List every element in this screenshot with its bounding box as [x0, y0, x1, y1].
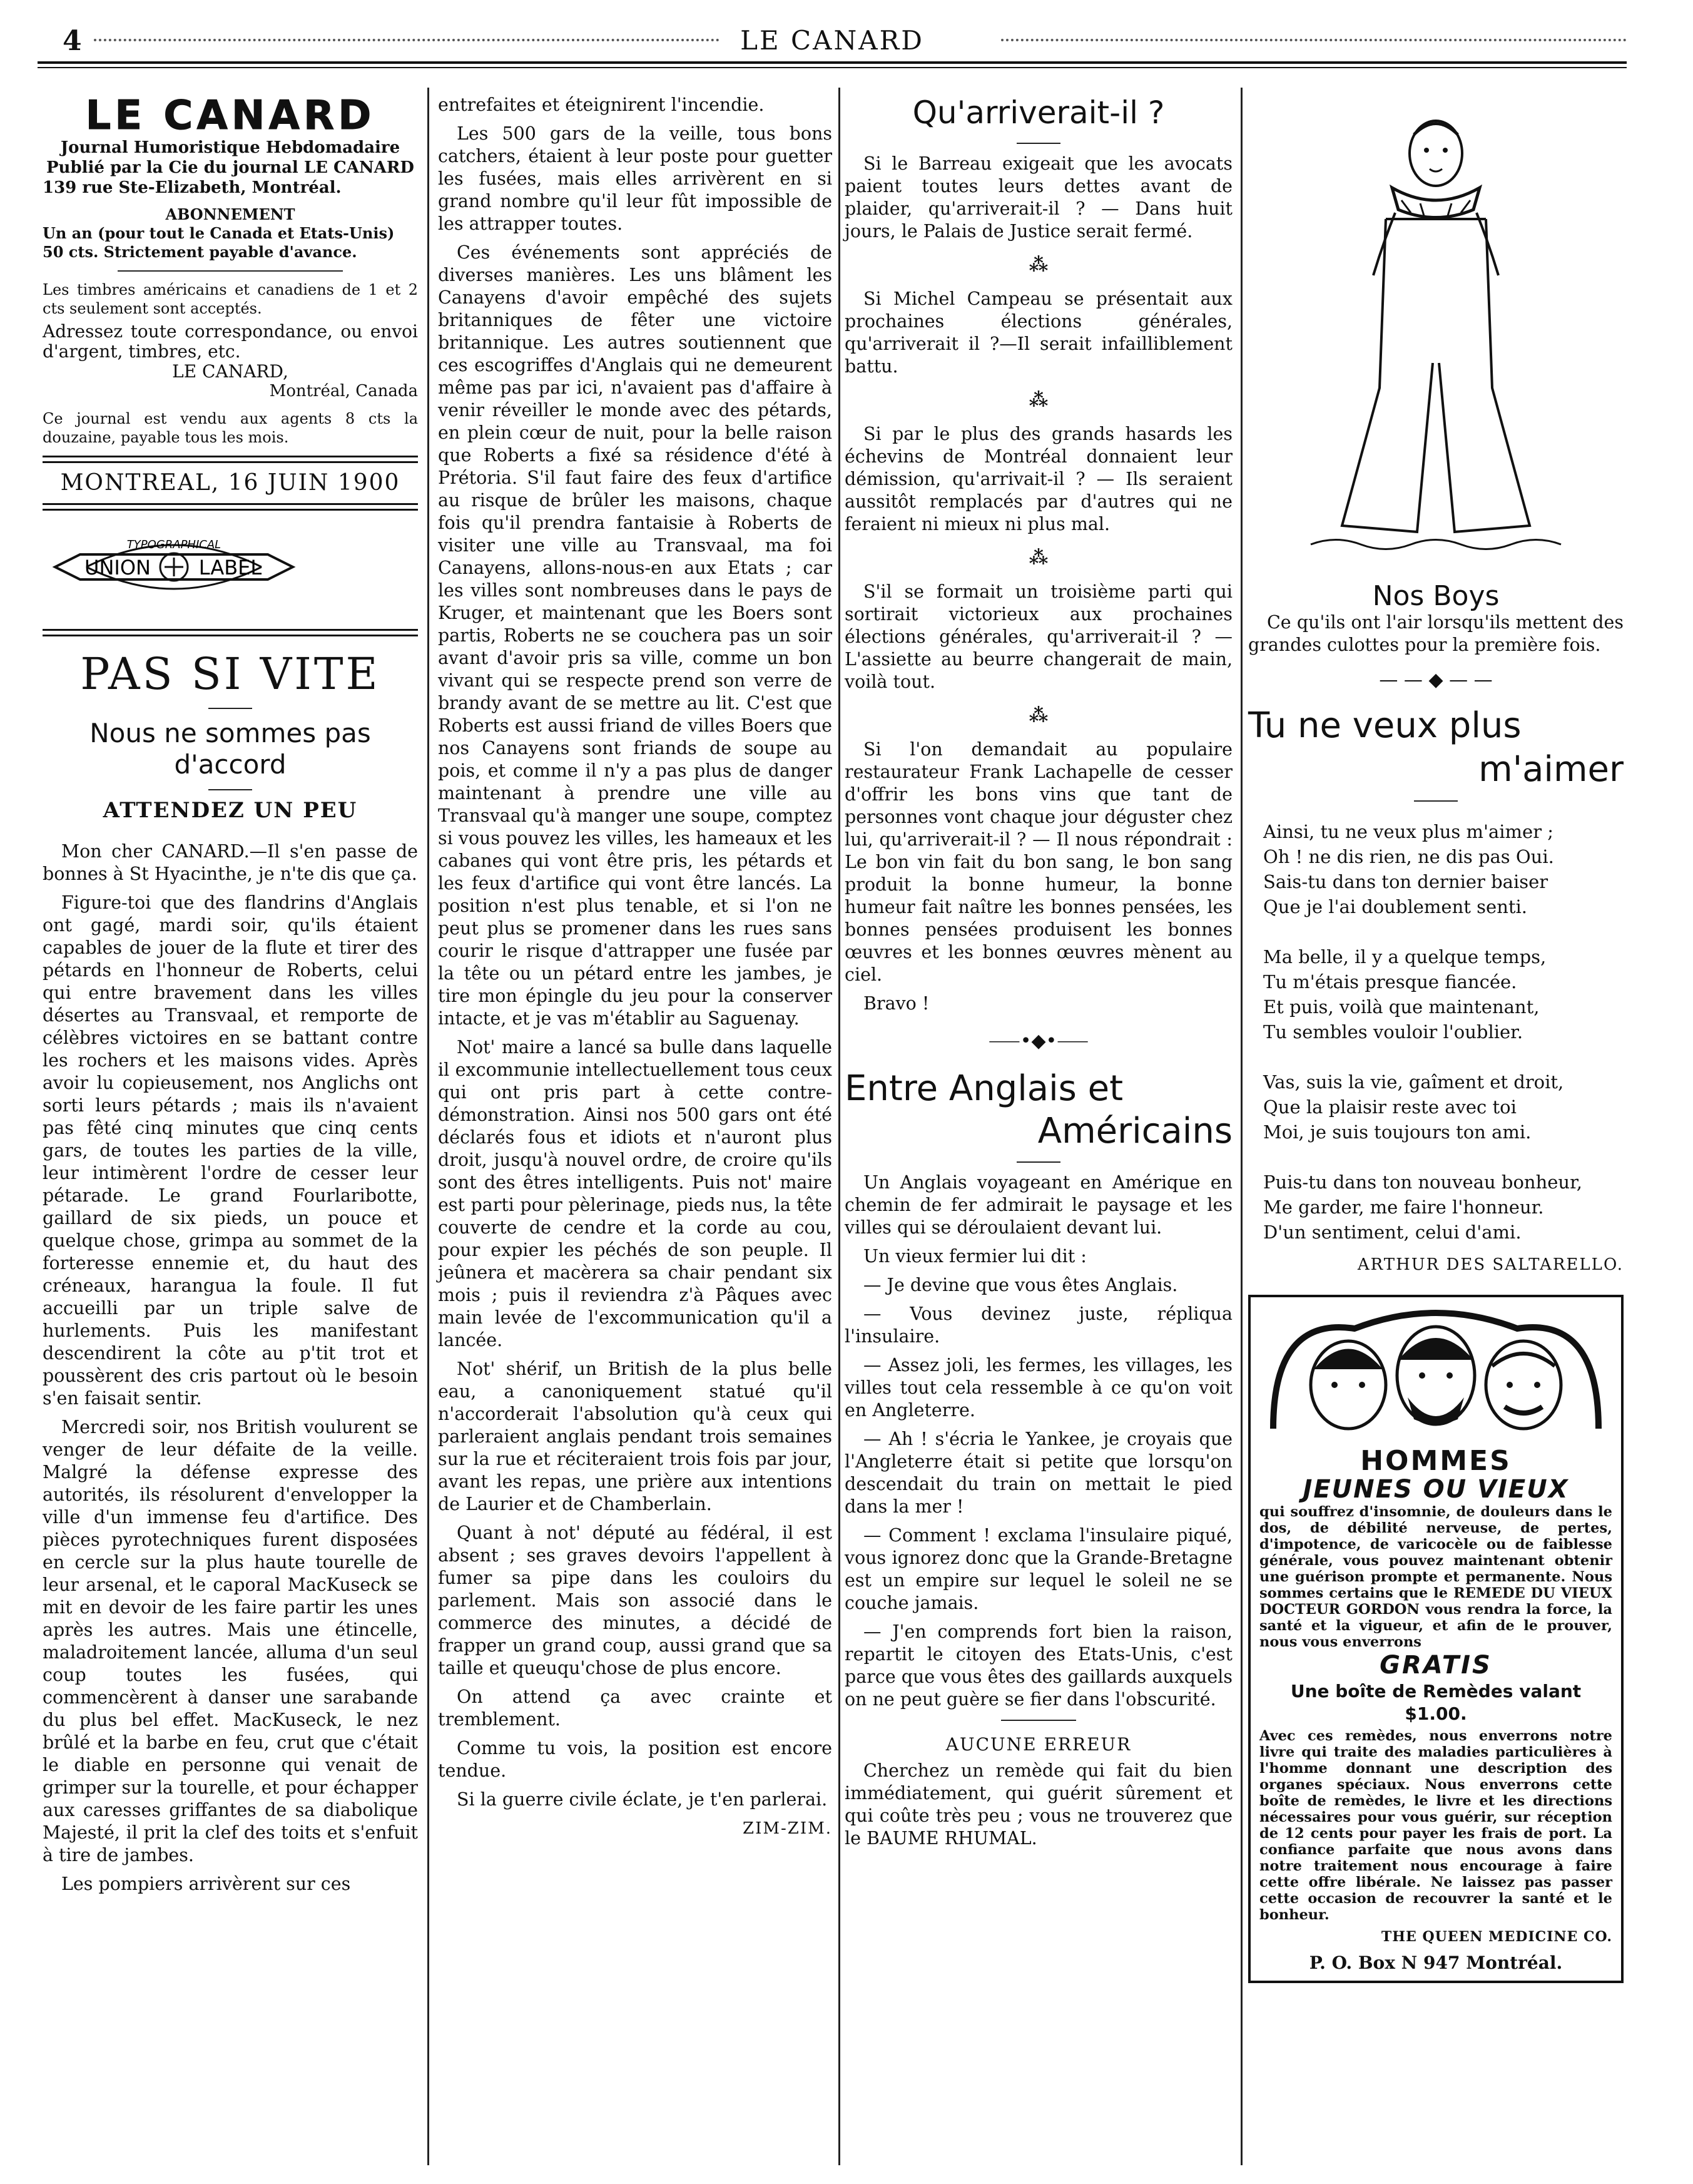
header-rule: [38, 61, 1627, 68]
poem-line: Sais-tu dans ton dernier baiser: [1263, 871, 1548, 892]
headline-aucune-erreur: AUCUNE ERREUR: [945, 1734, 1132, 1755]
poem-line: Ainsi, tu ne veux plus m'aimer ;: [1263, 821, 1554, 842]
article-paragraph: Mercredi soir, nos British voulurent se venger de leur défaite de la veille. Malgré la défense expresse des autorités, ils résolurent d'envelopper la ville d'un immense feu d'artifice. Des pièces pyrotechniques furent disposées en cercle sur la plus haute tourelle de leur arsenal, et le caporal MacKuseck se mit en devoir de les faire partir les unes après les autres. Mais une étincelle, maladroitement lancée, alluma d'un seul coup toutes les fusées, qui commencèrent à danser une sarabande du plus bel effet. MacKuseck, le nez brûlé et la barbe en feu, crut que c'était le diable en personne qui venait de grimper sur la tourelle, et pour échapper aux caresses griffantes de sa diabolique Majesté, il prit la clef des toits et s'enfuit à tire de jambes.: [43, 1417, 418, 1865]
asterism: ⁂: [1029, 254, 1049, 276]
asterism: ⁂: [1029, 705, 1049, 727]
article-paragraph: entrefaites et éteignirent l'incendie.: [438, 94, 765, 115]
label-right-text: LABEL: [198, 556, 262, 579]
poem-title: [1248, 704, 1624, 792]
abonnement-line-2: 50 cts. Strictement payable d'avance.: [43, 243, 357, 261]
address-line-2: Montréal, Canada: [269, 382, 418, 401]
adressez-notice: Adressez toute correspondance, ou envoi d'argent, timbres, etc.: [43, 321, 418, 362]
label-top-text: TYPOGRAPHICAL: [126, 538, 221, 551]
union-label-logo: [43, 529, 305, 605]
divider: [208, 708, 252, 709]
ad-company: THE QUEEN MEDICINE CO.: [1381, 1929, 1612, 1945]
ad-offer: Une boîte de Remèdes valant $1.00.: [1290, 1681, 1582, 1724]
poem-line: Oh ! ne dis rien, ne dis pas Oui.: [1263, 846, 1554, 867]
article-paragraph: Mon cher CANARD.—Il s'en passe de bonnes à St Hyacinthe, je n'te dis que ça.: [43, 841, 418, 884]
poem-line: Et puis, voilà que maintenant,: [1263, 996, 1540, 1018]
abonnement-title: ABONNEMENT: [165, 205, 295, 223]
caption-title: Nos Boys: [1372, 580, 1500, 612]
article-paragraph: Si Michel Campeau se présentait aux prochaines élections générales, qu'arriverait il ?—Il serait infailliblement battu.: [845, 288, 1233, 377]
article-paragraph: Ces événements sont appréciés de diverses manières. Les uns blâment les Canayens d'avoir empêché des sujets britanniques de fêter une victoire britannique. Les autres soutiennent que ces escogriffes d'Anglais qui ne demeurent même pas par ici, n'avaient pas d'affaire à venir réveiller le monde avec des pétards, en plein cœur de nuit, pour la belle raison que Roberts a fixé sa résidence d'été à Prétoria. S'il faut faire des feux d'artifice au risque de brûler les maisons, chaque fois qu'il prendra fantaisie à Roberts de visiter une ville au Transvaal, ma foi Canayens, allons-nous-en aux Etats ; car les villes sont nombreuses dans le pays de Kruger, et maintenant que les Boers sont partis, Roberts ne se couchera pas un soir avant d'avoir pris sa ville, comme un bon vivant qui se respecte prend son verre de brandy avant de se mettre au lit. C'est que Roberts est aussi friand de villes Boers que nos Canayens sont friands de soupe au pois, et comme il n'y a pas plus de danger maintenant à prendre une ville au Transvaal qu'à manger une soupe, comptez si vous pouvez les villes, les hameaux et les cabanes qui vont être pris, les pétards et les feux d'artifice qui vont être lancés. La position n'est plus tenable, et si l'on ne peut plus se promener dans les rues sans courir le risque d'attrapper une fusée par la tête ou un pétard entre les jambes, je tire mon épingle du jeu pour la conserver intacte, et je vas m'établir au Saguenay.: [438, 242, 832, 1029]
ad-headline-jeunes: JEUNES OU VIEUX: [1303, 1475, 1569, 1504]
dateline: MONTREAL, 16 JUIN 1900: [60, 470, 400, 496]
ad-text-2: Avec ces remèdes, nous enverrons notre livre qui traite des maladies particulières à l'homme donnant une description des organes spéciaux. Nous enverrons cette boîte de remèdes, le livre et les directions nécessaires pour vous guérir, sur réception de 12 cents pour payer les frais de port. La confiance parfaite que nous avons dans notre traitement nous encourage à faire cette offre libérale. Ne laissez pas passer cette occasion de recouvrer la santé et le bonheur.: [1259, 1728, 1612, 1923]
running-header: [38, 25, 1627, 63]
poem-line: Me garder, me faire l'honneur.: [1263, 1197, 1544, 1218]
advertisement-queen-medicine: [1248, 1295, 1624, 1983]
column-rule: [1241, 88, 1243, 2165]
advert-paragraph: Cherchez un remède qui fait du bien immédiatement, qui guérit sûrement et qui coûte très peu ; vous ne trouverez que le BAUME RHUMAL.: [845, 1760, 1233, 1849]
divider: [118, 270, 343, 272]
divider: [1017, 1161, 1060, 1163]
publisher-line: Publié par la Cie du journal LE CANARD: [46, 158, 414, 177]
article-paragraph: Un Anglais voyageant en Amérique en chemin de fer admirait le paysage et les villes qui se déroulaient devant lui.: [845, 1172, 1233, 1238]
running-title: LE CANARD: [740, 25, 924, 56]
three-men-portrait-illustration: [1261, 1304, 1611, 1447]
poem-stanza: [1263, 944, 1624, 1044]
headline-line-1: Entre Anglais et: [845, 1068, 1124, 1109]
article-paragraph: — Ah ! s'écria le Yankee, je croyais que l'Angleterre était si petite que lorsqu'on descendait du train on mettait le pied dans la mer !: [845, 1429, 1233, 1517]
article-paragraph: — Comment ! exclama l'insulaire piqué, vous ignorez donc que la Grande-Bretagne est un empire sur lequel le soleil ne se couche jamais.: [845, 1525, 1233, 1613]
double-rule: [43, 456, 418, 463]
column-4: [1248, 94, 1624, 1983]
subhead-attendez: ATTENDEZ UN PEU: [103, 798, 358, 823]
caption-text: Ce qu'ils ont l'air lorsqu'ils mettent des grandes culottes pour la première fois.: [1248, 612, 1624, 655]
poem-line: Puis-tu dans ton nouveau bonheur,: [1263, 1171, 1582, 1193]
article-paragraph: — J'en comprends fort bien la raison, repartit le citoyen des Etats-Unis, c'est parce que vous êtes des gaillards auxquels on ne peut guère se fier dans l'obscurité.: [845, 1621, 1233, 1710]
poem-line: Que la plaisir reste avec toi: [1263, 1096, 1517, 1118]
poem-line: Tu sembles vouloir l'oublier.: [1263, 1021, 1523, 1043]
address-line-1: LE CANARD,: [172, 361, 288, 382]
column-3: [845, 94, 1233, 1856]
publisher-address: 139 rue Ste-Elizabeth, Montréal.: [43, 178, 342, 197]
divider: [208, 789, 252, 790]
poem-title-line-1: Tu ne veux plus: [1248, 705, 1522, 746]
vendu-notice: Ce journal est vendu aux agents 8 cts la douzaine, payable tous les mois.: [43, 410, 418, 446]
article-paragraph: Un vieux fermier lui dit :: [863, 1246, 1087, 1267]
article-paragraph: Bravo !: [863, 993, 930, 1014]
poem-line: Que je l'ai doublement senti.: [1263, 896, 1528, 917]
poem-line: Ma belle, il y a quelque temps,: [1263, 946, 1547, 967]
article-paragraph: Si l'on demandait au populaire restaurateur Frank Lachapelle de cesser d'offrir les bons vins que tant de personnes vont chaque jour déguster chez lui, qu'arriverait-il ? — Il nous répondrait : Le bon vin fait du bon sang, le bon sang produit la bonne humeur, la bonne humeur fait naître les bonnes pensées, les bonnes pensées produisent les bonnes œuvres et les bonnes œuvres mènent au ciel.: [845, 739, 1233, 985]
article-signature: ZIM-ZIM.: [743, 1819, 832, 1838]
article-paragraph: Comme tu vois, la position est encore tendue.: [438, 1738, 832, 1781]
poem-stanza: [1263, 819, 1624, 919]
poem-line: Moi, je suis toujours ton ami.: [1263, 1121, 1532, 1143]
article-paragraph: — Assez joli, les fermes, les villages, les villes tout cela ressemble à ce qu'on voit en Angleterre.: [845, 1355, 1233, 1421]
headline-line-2: Américains: [1037, 1111, 1233, 1151]
ad-headline-hommes: HOMMES: [1360, 1445, 1512, 1477]
article-paragraph: — Je devine que vous êtes Anglais.: [863, 1275, 1178, 1295]
column-rule: [838, 88, 840, 2165]
ad-gratis: GRATIS: [1380, 1651, 1492, 1680]
headline-pas-si-vite: PAS SI VITE: [80, 648, 380, 700]
subhead-pas-d-accord: Nous ne sommes pas d'accord: [89, 718, 371, 780]
poem-author: ARTHUR DES SALTARELLO.: [1357, 1255, 1624, 1274]
article-paragraph: On attend ça avec crainte et tremblement.: [438, 1686, 832, 1730]
article-paragraph: Si la guerre civile éclate, je t'en parlerai.: [457, 1789, 828, 1810]
double-rule: [43, 629, 418, 636]
poem-stanza: [1263, 1170, 1624, 1245]
ad-po-box: P. O. Box N 947 Montréal.: [1309, 1952, 1563, 1973]
ornament-divider: ⸺•◆•⸺: [989, 1030, 1089, 1052]
double-rule: [43, 503, 418, 511]
timbres-notice: Les timbres américains et canadiens de 1 et 2 cts seulement sont acceptés.: [43, 281, 418, 317]
masthead: LE CANARD: [85, 93, 375, 139]
divider: [1001, 1720, 1076, 1721]
asterism: ⁂: [1029, 547, 1049, 569]
cartoon-illustration: [1248, 94, 1624, 569]
article-paragraph: S'il se formait un troisième parti qui sortirait victorieux aux prochaines élections générales, qu'arriverait-il ? —L'assiette au beurre changerait de main, voilà tout.: [845, 581, 1233, 692]
column-1: [43, 94, 418, 1902]
headline-entre-anglais: [845, 1068, 1233, 1153]
article-paragraph: — Vous devinez juste, répliqua l'insulaire.: [845, 1304, 1233, 1347]
article-paragraph: Si le Barreau exigeait que les avocats paient toutes leurs dettes avant de plaider, qu'arriverait-il ? — Dans huit jours, le Palais de Justice serait fermé.: [845, 153, 1233, 242]
column-2: [438, 94, 832, 1840]
asterism: ⁂: [1029, 389, 1049, 411]
page-number: 4: [63, 25, 82, 57]
poem-title-line-2: m'aimer: [1478, 749, 1624, 790]
ad-text-1: qui souffrez d'insomnie, de douleurs dans le dos, de débilité nerveuse, de pertes, d'impotence, de varicocèle ou de faiblesse générale, vous pouvez maintenant obtenir une guérison prompte et permanente. Nous sommes certains que le REMEDE DU VIEUX DOCTEUR GORDON vous rendra la force, la santé et la vigueur, et afin de le prouver, nous vous enverrons: [1259, 1504, 1612, 1650]
label-left-text: UNION: [84, 556, 151, 579]
poem-stanza: [1263, 1069, 1624, 1145]
abonnement-line-1: Un an (pour tout le Canada et Etats-Unis): [43, 224, 395, 242]
article-paragraph: Figure-toi que des flandrins d'Anglais ont gagé, mardi soir, qu'ils étaient capables de jouer de la flute et tirer des pétards en l'honneur de Roberts, celui qui entre bravement dans les villes désertes au Transvaal, et remporte de célèbres victoires en se battant contre les rochers et les maisons vides. Après avoir lu copieusement, nos Anglichs ont sorti leurs pétards ; mais ils n'avaient pas fêté cinq minutes que cinq cents gars, de toutes les parties de la ville, leur intimèrent l'ordre de cesser leur pétarade. Le grand Fourlaribotte, gaillard de six pieds, un pouce et quelque chose, grimpa au sommet de la forteresse ennemie et, du haut des créneaux, harangua la foule. Il fut accueilli par un triple salve de hurlements. Puis les manifestant descendirent la côte au p'tit trot et poussèrent des cris partout où le besoin s'en faisait sentir.: [43, 892, 418, 1409]
poem-line: Vas, suis la vie, gaîment et droit,: [1263, 1071, 1564, 1093]
article-paragraph: Les 500 gars de la veille, tous bons catchers, étaient à leur poste pour guetter les fusées, mais elles arrivèrent en si grand nombre qu'il leur fût impossible de les attrapper toutes.: [438, 123, 832, 234]
divider: [1414, 800, 1458, 802]
poem-line: Tu m'étais presque fiancée.: [1263, 971, 1517, 992]
column-rule: [427, 88, 429, 2165]
poem-line: D'un sentiment, celui d'ami.: [1263, 1222, 1522, 1243]
article-paragraph: Les pompiers arrivèrent sur ces: [61, 1874, 351, 1894]
headline-qu-arriverait-il: Qu'arriverait-il ?: [912, 94, 1165, 131]
article-paragraph: Not' shérif, un British de la plus belle eau, a canoniquement statué qu'il n'accorderait l'absolution qu'à ceux qui parleraient anglais pendant trois semaines sur la rue et réciteraient trois fois par jour, avant les repas, une prière aux intentions de Laurier et de Chamberlain.: [438, 1359, 832, 1514]
article-paragraph: Si par le plus des grands hasards les échevins de Montréal donnaient leur démission, qu'arrivait-il ? — Ils seraient aussitôt remplacés par d'autres qui ne feraient ni mieux ni plus mal.: [845, 424, 1233, 534]
divider: [1017, 143, 1060, 144]
header-dotted-rule-right: [1001, 39, 1627, 45]
article-paragraph: Not' maire a lancé sa bulle dans laquelle il excommunie intellectuellement tous ceux qui ont pris part à cette contre-démonstration. Ainsi nos 500 gars ont été déclarés fous et idiots et n'auront plus droit, jusqu'à nouvel ordre, de croire qu'ils sont des êtres intelligents. Puis not' maire est parti pour pèlerinage, pieds nus, la tête couverte de cendre et la corde au cou, pour expier les péchés de son peuple. Il jeûnera et macèrera sa chair pendant six mois ; puis il reviendra z'à Pâques avec main levée de l'excommunication qu'il a lancée.: [438, 1037, 832, 1350]
article-paragraph: Quant à not' député au fédéral, il est absent ; ses graves devoirs l'appellent à fumer sa pipe dans les couloirs du parlement. Mais son associé dans le commerce des minutes, a décidé de frapper un grand coup, aussi grand que sa taille et queuqu'chose de plus encore.: [438, 1523, 832, 1678]
ornament-divider: — — ◆ — —: [1379, 669, 1493, 691]
masthead-subtitle: Journal Humoristique Hebdomadaire: [60, 138, 400, 157]
